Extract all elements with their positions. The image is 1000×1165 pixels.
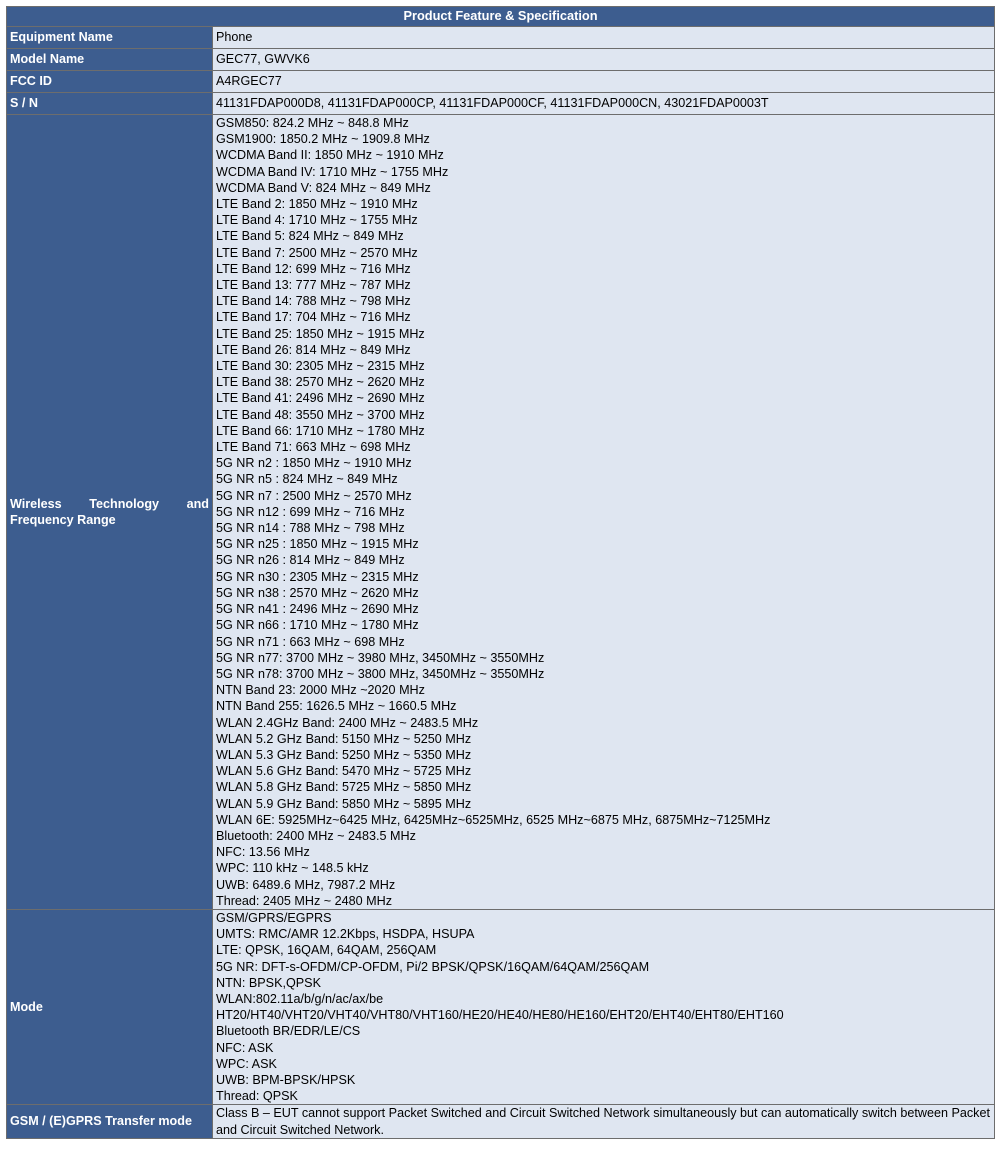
table-row: [7, 1105, 995, 1138]
frequency-line: LTE Band 13: 777 MHz ~ 787 MHz: [216, 278, 411, 293]
table-row: [7, 27, 995, 49]
frequency-line: 5G NR n71 : 663 MHz ~ 698 MHz: [216, 634, 405, 649]
frequency-line: WLAN 2.4GHz Band: 2400 MHz ~ 2483.5 MHz: [216, 715, 479, 730]
mode-value: [213, 909, 995, 1104]
frequency-line: UWB: 6489.6 MHz, 7987.2 MHz: [216, 877, 396, 892]
mode-line: WPC: ASK: [216, 1056, 277, 1071]
mode-line: UWB: BPM-BPSK/HPSK: [216, 1072, 356, 1087]
frequency-line: 5G NR n5 : 824 MHz ~ 849 MHz: [216, 472, 398, 487]
mode-line: GSM/GPRS/EGPRS: [216, 910, 332, 925]
transfer-mode-value: Class B – EUT cannot support Packet Switched and Circuit Switched Network simultaneously but can automatically switch between Packet and Circuit Switched Network.: [213, 1105, 995, 1138]
frequency-line: NFC: 13.56 MHz: [216, 845, 310, 860]
frequency-line: 5G NR n77: 3700 MHz ~ 3980 MHz, 3450MHz ~ 3550MHz: [216, 650, 545, 665]
frequency-line: Thread: 2405 MHz ~ 2480 MHz: [216, 893, 393, 908]
frequency-line: WLAN 5.3 GHz Band: 5250 MHz ~ 5350 MHz: [216, 747, 472, 762]
frequency-line: Bluetooth: 2400 MHz ~ 2483.5 MHz: [216, 828, 416, 843]
mode-label: Mode: [7, 909, 213, 1104]
frequency-line: WLAN 5.6 GHz Band: 5470 MHz ~ 5725 MHz: [216, 764, 472, 779]
wireless-technology-label: Wireless Technology and Frequency Range: [7, 115, 213, 910]
equipment-name-value: Phone: [213, 27, 995, 49]
frequency-line: 5G NR n66 : 1710 MHz ~ 1780 MHz: [216, 618, 419, 633]
mode-line: Thread: QPSK: [216, 1089, 298, 1104]
frequency-line: GSM850: 824.2 MHz ~ 848.8 MHz: [216, 116, 409, 130]
model-name-label: Model Name: [7, 49, 213, 71]
frequency-line: LTE Band 26: 814 MHz ~ 849 MHz: [216, 342, 411, 357]
frequency-line: WCDMA Band IV: 1710 MHz ~ 1755 MHz: [216, 164, 449, 179]
frequency-line: LTE Band 2: 1850 MHz ~ 1910 MHz: [216, 197, 418, 212]
table-title: Product Feature & Specification: [7, 7, 995, 27]
serial-number-label: S / N: [7, 93, 213, 115]
frequency-line: LTE Band 48: 3550 MHz ~ 3700 MHz: [216, 407, 425, 422]
frequency-line: 5G NR n12 : 699 MHz ~ 716 MHz: [216, 504, 405, 519]
mode-line: 5G NR: DFT-s-OFDM/CP-OFDM, Pi/2 BPSK/QPSK/16QAM/64QAM/256QAM: [216, 959, 650, 974]
frequency-line: WCDMA Band II: 1850 MHz ~ 1910 MHz: [216, 148, 444, 163]
table-row: [7, 93, 995, 115]
frequency-line: 5G NR n7 : 2500 MHz ~ 2570 MHz: [216, 488, 412, 503]
frequency-line: LTE Band 41: 2496 MHz ~ 2690 MHz: [216, 391, 425, 406]
frequency-line: WLAN 5.8 GHz Band: 5725 MHz ~ 5850 MHz: [216, 780, 472, 795]
frequency-line: LTE Band 5: 824 MHz ~ 849 MHz: [216, 229, 404, 244]
fcc-id-value: A4RGEC77: [213, 71, 995, 93]
frequency-line: LTE Band 71: 663 MHz ~ 698 MHz: [216, 440, 411, 455]
frequency-line: LTE Band 7: 2500 MHz ~ 2570 MHz: [216, 245, 418, 260]
table-row: [7, 115, 995, 910]
mode-line: WLAN:802.11a/b/g/n/ac/ax/be: [216, 991, 384, 1006]
table-row: [7, 49, 995, 71]
frequency-line: NTN Band 255: 1626.5 MHz ~ 1660.5 MHz: [216, 699, 457, 714]
transfer-mode-label: GSM / (E)GPRS Transfer mode: [7, 1105, 213, 1138]
frequency-line: LTE Band 17: 704 MHz ~ 716 MHz: [216, 310, 411, 325]
wireless-technology-value: [213, 115, 995, 910]
frequency-line: NTN Band 23: 2000 MHz ~2020 MHz: [216, 683, 425, 698]
frequency-line: WLAN 5.9 GHz Band: 5850 MHz ~ 5895 MHz: [216, 796, 472, 811]
frequency-line: LTE Band 30: 2305 MHz ~ 2315 MHz: [216, 359, 425, 374]
mode-line: UMTS: RMC/AMR 12.2Kbps, HSDPA, HSUPA: [216, 927, 475, 942]
mode-line: NTN: BPSK,QPSK: [216, 975, 321, 990]
mode-line: NFC: ASK: [216, 1040, 274, 1055]
frequency-line: WCDMA Band V: 824 MHz ~ 849 MHz: [216, 180, 431, 195]
mode-line: Bluetooth BR/EDR/LE/CS: [216, 1024, 361, 1039]
frequency-line: WLAN 6E: 5925MHz~6425 MHz, 6425MHz~6525MHz, 6525 MHz~6875 MHz, 6875MHz~7125MHz: [216, 812, 771, 827]
frequency-line: WPC: 110 kHz ~ 148.5 kHz: [216, 861, 369, 876]
mode-list: [216, 910, 991, 1104]
frequency-line: LTE Band 66: 1710 MHz ~ 1780 MHz: [216, 423, 425, 438]
frequency-line: 5G NR n26 : 814 MHz ~ 849 MHz: [216, 553, 405, 568]
frequency-line: LTE Band 25: 1850 MHz ~ 1915 MHz: [216, 326, 425, 341]
frequency-line: GSM1900: 1850.2 MHz ~ 1909.8 MHz: [216, 132, 430, 147]
frequency-line: 5G NR n2 : 1850 MHz ~ 1910 MHz: [216, 456, 412, 471]
fcc-id-label: FCC ID: [7, 71, 213, 93]
mode-line: HT20/HT40/VHT20/VHT40/VHT80/VHT160/HE20/HE40/HE80/HE160/EHT20/EHT40/EHT80/EHT160: [216, 1008, 784, 1023]
table-title-row: [7, 7, 995, 27]
frequency-list: [216, 115, 991, 909]
frequency-line: LTE Band 4: 1710 MHz ~ 1755 MHz: [216, 213, 418, 228]
table-row: [7, 909, 995, 1104]
frequency-line: LTE Band 38: 2570 MHz ~ 2620 MHz: [216, 375, 425, 390]
frequency-line: LTE Band 12: 699 MHz ~ 716 MHz: [216, 261, 411, 276]
frequency-line: WLAN 5.2 GHz Band: 5150 MHz ~ 5250 MHz: [216, 731, 472, 746]
model-name-value: GEC77, GWVK6: [213, 49, 995, 71]
table-row: [7, 71, 995, 93]
equipment-name-label: Equipment Name: [7, 27, 213, 49]
mode-line: LTE: QPSK, 16QAM, 64QAM, 256QAM: [216, 943, 437, 958]
frequency-line: 5G NR n14 : 788 MHz ~ 798 MHz: [216, 521, 405, 536]
product-spec-table: [6, 6, 995, 1139]
frequency-line: 5G NR n38 : 2570 MHz ~ 2620 MHz: [216, 585, 419, 600]
serial-number-value: 41131FDAP000D8, 41131FDAP000CP, 41131FDAP000CF, 41131FDAP000CN, 43021FDAP0003T: [213, 93, 995, 115]
frequency-line: 5G NR n30 : 2305 MHz ~ 2315 MHz: [216, 569, 419, 584]
frequency-line: 5G NR n78: 3700 MHz ~ 3800 MHz, 3450MHz ~ 3550MHz: [216, 666, 545, 681]
frequency-line: 5G NR n25 : 1850 MHz ~ 1915 MHz: [216, 537, 419, 552]
frequency-line: LTE Band 14: 788 MHz ~ 798 MHz: [216, 294, 411, 309]
frequency-line: 5G NR n41 : 2496 MHz ~ 2690 MHz: [216, 602, 419, 617]
